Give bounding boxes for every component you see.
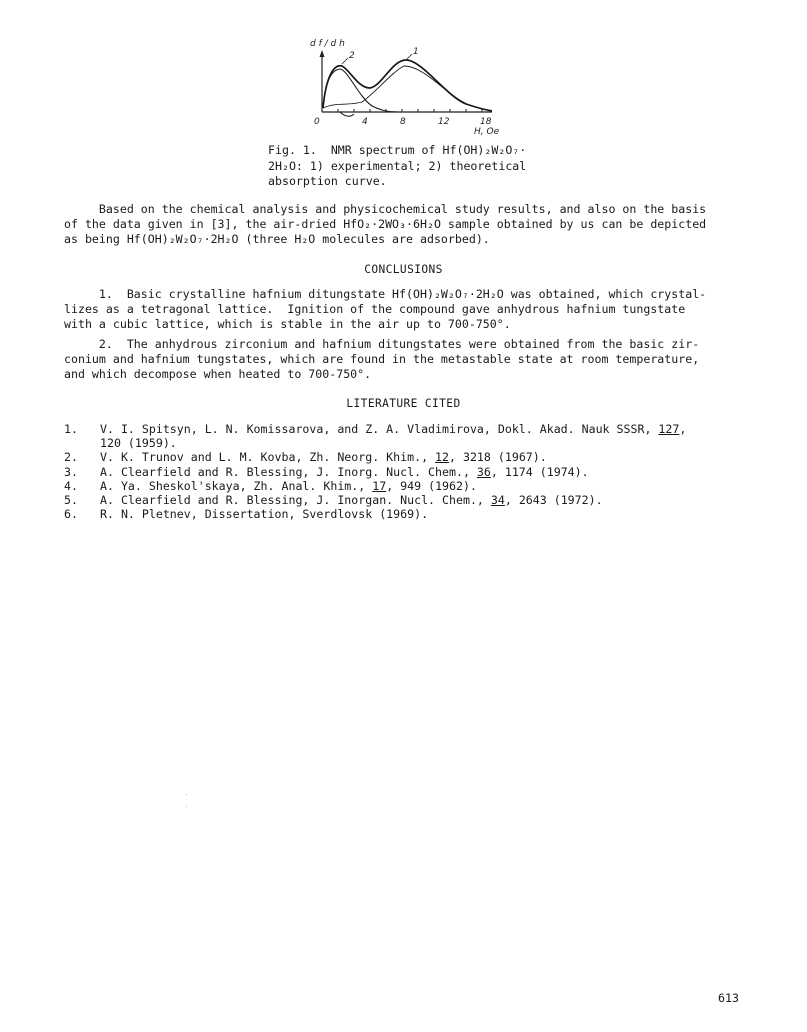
paragraph-line: of the data given in [3], the air-dried HfO₂·2WO₃·6H₂O sample obtained by us can be depicted (64, 217, 707, 231)
x-tick-label-0: 0 (314, 117, 320, 127)
reference-text: A. Ya. Sheskol'skaya, Zh. Anal. Khim., 17, 949 (1962). (100, 478, 477, 493)
scan-speck (186, 806, 187, 807)
paragraph-line: 2. The anhydrous zirconium and hafnium ditungstates were obtained from the basic zir- (64, 337, 700, 351)
reference-number: 3. (64, 464, 78, 479)
reference-item (64, 493, 740, 507)
scan-speck (186, 794, 187, 795)
caption-line: Fig. 1. NMR spectrum of Hf(OH)₂W₂O₇· (268, 143, 527, 157)
reference-text: A. Clearfield and R. Blessing, J. Inorgan. Nucl. Chem., 34, 2643 (1972). (100, 493, 603, 508)
reference-volume: 127 (658, 422, 680, 436)
reference-text: A. Clearfield and R. Blessing, J. Inorg. Nucl. Chem., 36, 1174 (1974). (100, 464, 589, 479)
reference-item (64, 507, 740, 521)
paragraph-line: 1. Basic crystalline hafnium ditungstate Hf(OH)₂W₂O₇·2H₂O was obtained, which crystal- (64, 287, 707, 301)
nmr-spectrum-figure (296, 36, 536, 148)
paragraph-line: conium and hafnium tungstates, which are found in the metastable state at room temperature, (64, 352, 700, 366)
conclusion-1 (64, 287, 740, 332)
body-paragraph (64, 202, 740, 247)
y-axis-label: d f / d h (310, 39, 345, 49)
reference-item (64, 450, 740, 464)
references-list (64, 422, 740, 521)
figure-caption (268, 143, 568, 190)
x-tick-label-8: 8 (400, 117, 406, 127)
x-tick-label-18: 18 (480, 117, 492, 127)
reference-text: V. I. Spitsyn, L. N. Komissarova, and Z. A. Vladimirova, Dokl. Akad. Nauk SSSR, 127, (100, 422, 687, 436)
theoretical-curve (323, 69, 402, 112)
nmr-spectrum-plot (296, 36, 536, 148)
caption-line: 2H₂O: 1) experimental; 2) theoretical (268, 158, 527, 173)
reference-number: 4. (64, 478, 78, 493)
reference-volume: 17 (372, 478, 387, 493)
reference-number: 1. (64, 422, 78, 436)
reference-number: 6. (64, 507, 78, 522)
paragraph-line: and which decompose when heated to 700-750°. (64, 367, 372, 381)
x-tick-label-4: 4 (362, 117, 368, 127)
paragraph-line: Based on the chemical analysis and physicochemical study results, and also on the basis (64, 202, 707, 216)
reference-item (64, 422, 740, 450)
x-tick-label-12: 12 (438, 117, 450, 127)
reference-text: R. N. Pletnev, Dissertation, Sverdlovsk (1969). (100, 507, 429, 522)
conclusions-heading: CONCLUSIONS (364, 263, 443, 276)
reference-item (64, 465, 740, 479)
y-axis-arrow (320, 50, 325, 57)
curve-1-label: 1 (413, 47, 419, 57)
page-number: 613 (718, 991, 739, 1005)
curve-1-leader (406, 54, 412, 60)
reference-text-continued: 120 (1959). (100, 436, 177, 451)
curve-2-leader (342, 58, 348, 64)
reference-number: 2. (64, 450, 78, 465)
caption-line: absorption curve. (268, 174, 387, 188)
conclusion-2 (64, 337, 740, 382)
reference-volume: 34 (490, 493, 505, 508)
reference-item (64, 479, 740, 493)
reference-number: 5. (64, 493, 78, 508)
curve-2-label: 2 (349, 51, 355, 61)
literature-heading: LITERATURE CITED (346, 397, 461, 410)
curve-dip (340, 112, 354, 116)
paragraph-line: as being Hf(OH)₂W₂O₇·2H₂O (three H₂O molecules are adsorbed). (64, 232, 490, 246)
x-axis-label: H, Oe (474, 127, 500, 137)
reference-volume: 36 (476, 464, 491, 479)
reference-text: V. K. Trunov and L. M. Kovba, Zh. Neorg. Khim., 12, 3218 (1967). (100, 450, 547, 465)
paragraph-line: with a cubic lattice, which is stable in the air up to 700-750°. (64, 317, 511, 331)
paragraph-line: lizes as a tetragonal lattice. Ignition of the compound gave anhydrous hafnium tungstate (64, 302, 686, 316)
reference-volume: 12 (435, 450, 450, 465)
